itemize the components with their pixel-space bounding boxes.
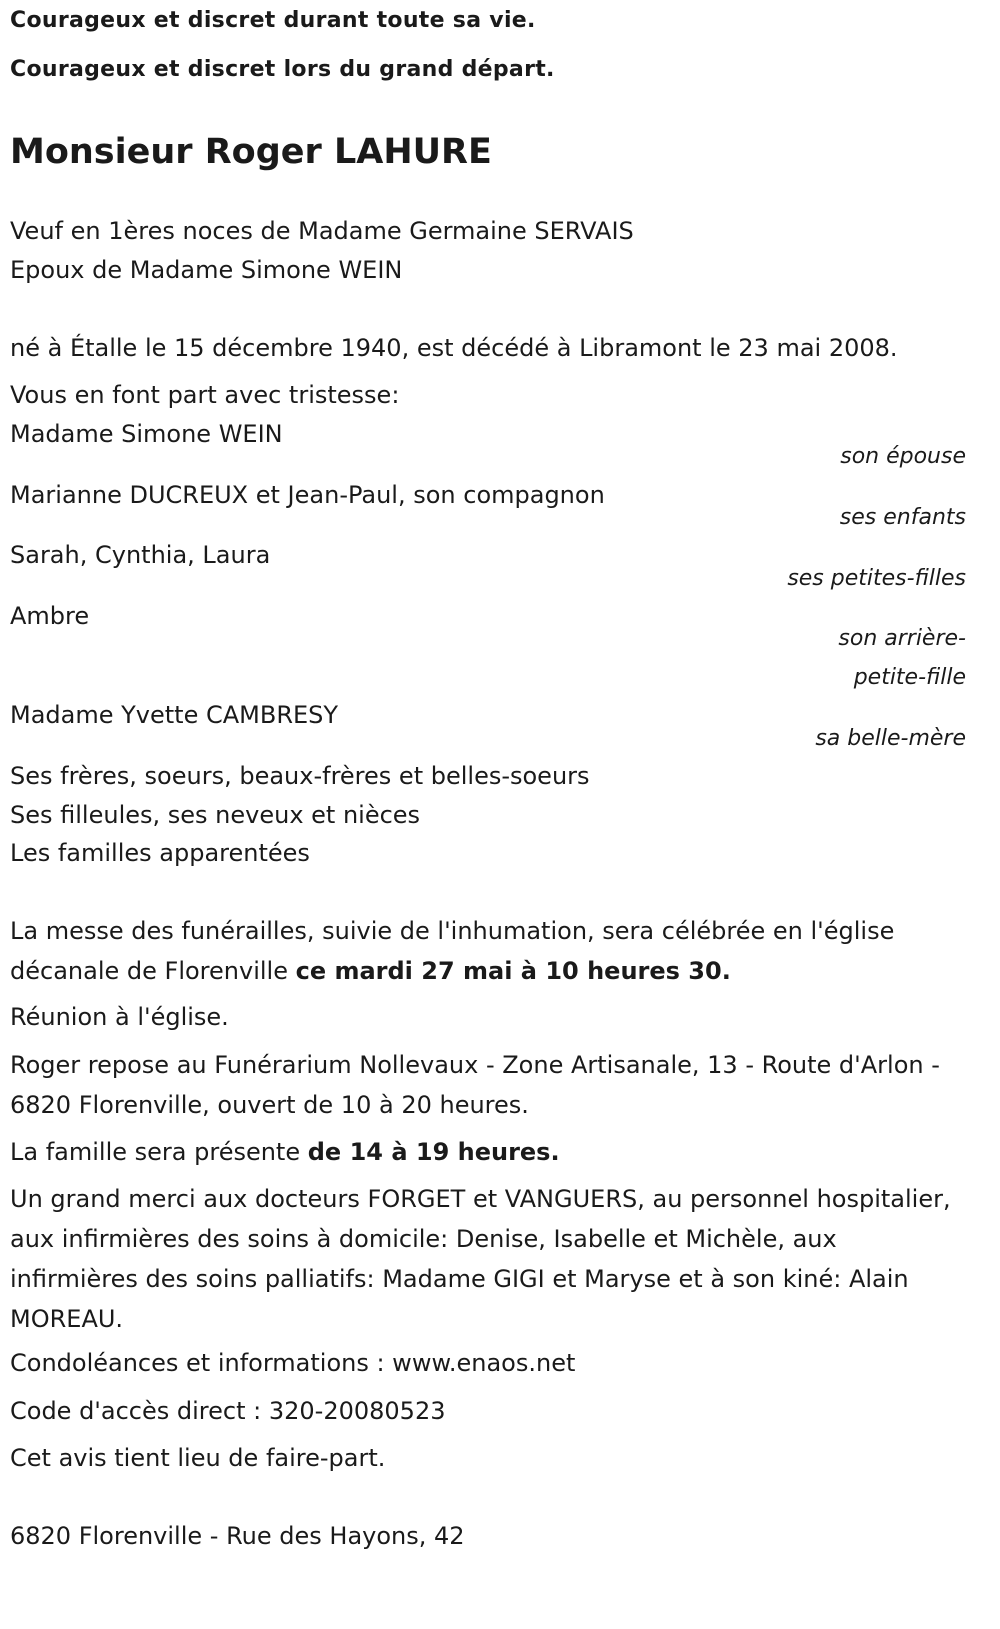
family-member-relation: son épouse xyxy=(840,444,966,469)
family-member-relation: son arrière- xyxy=(838,626,966,651)
family-other-line: Les familles apparentées xyxy=(10,839,310,867)
family-member-relation: ses enfants xyxy=(839,505,966,530)
birth-death-line: né à Étalle le 15 décembre 1940, est décédé à Libramont le 23 mai 2008. xyxy=(10,334,898,362)
meeting-line: Réunion à l'église. xyxy=(10,1003,229,1031)
thanks-paragraph: Un grand merci aux docteurs FORGET et VANGUERS, au personnel hospitalier, aux infirmières des soins à domicile: Denise, Isabelle et Michèle, aux infirmières des soins palliatifs: Madame GIGI et Maryse et à son kiné: Alain MOREAU. xyxy=(10,1185,951,1333)
family-member-name: Sarah, Cynthia, Laura xyxy=(10,541,271,569)
notice-line: Cet avis tient lieu de faire-part. xyxy=(10,1444,386,1472)
mass-paragraph xyxy=(10,911,965,991)
family-member-name: Marianne DUCREUX et Jean-Paul, son compagnon xyxy=(10,481,605,509)
family-other-line: Ses filleules, ses neveux et nièces xyxy=(10,801,421,829)
motto-line-2: Courageux et discret lors du grand départ. xyxy=(10,57,555,82)
motto-line-1: Courageux et discret durant toute sa vie. xyxy=(10,8,536,33)
family-other-line: Ses frères, soeurs, beaux-frères et belles-soeurs xyxy=(10,762,590,790)
first-spouse: Veuf en 1ères noces de Madame Germaine SERVAIS xyxy=(10,217,634,245)
deceased-name: Monsieur Roger LAHURE xyxy=(10,132,492,172)
family-present-time: de 14 à 19 heures. xyxy=(307,1138,560,1166)
family-intro: Vous en font part avec tristesse: xyxy=(10,381,400,409)
rest-paragraph: Roger repose au Funérarium Nollevaux - Zone Artisanale, 13 - Route d'Arlon - 6820 Florenville, ouvert de 10 à 20 heures. xyxy=(10,1051,940,1119)
family-member-name: Madame Simone WEIN xyxy=(10,420,283,448)
address-line: 6820 Florenville - Rue des Hayons, 42 xyxy=(10,1522,465,1550)
current-spouse: Epoux de Madame Simone WEIN xyxy=(10,256,403,284)
family-present-line xyxy=(10,1132,965,1172)
access-code-line: Code d'accès direct : 320-20080523 xyxy=(10,1397,446,1425)
condolences-line: Condoléances et informations : www.enaos.net xyxy=(10,1349,576,1377)
mass-text: La messe des funérailles, suivie de l'inhumation, sera célébrée en l'église décanale de Florenville xyxy=(10,917,895,985)
family-member-relation: ses petites-filles xyxy=(787,566,966,591)
family-member-name: Madame Yvette CAMBRESY xyxy=(10,701,339,729)
family-member-name: Ambre xyxy=(10,602,90,630)
family-member-relation: sa belle-mère xyxy=(815,726,966,751)
mass-time: ce mardi 27 mai à 10 heures 30. xyxy=(295,957,731,985)
family-member-relation: petite-fille xyxy=(853,665,966,690)
family-present-text: La famille sera présente xyxy=(10,1138,308,1166)
